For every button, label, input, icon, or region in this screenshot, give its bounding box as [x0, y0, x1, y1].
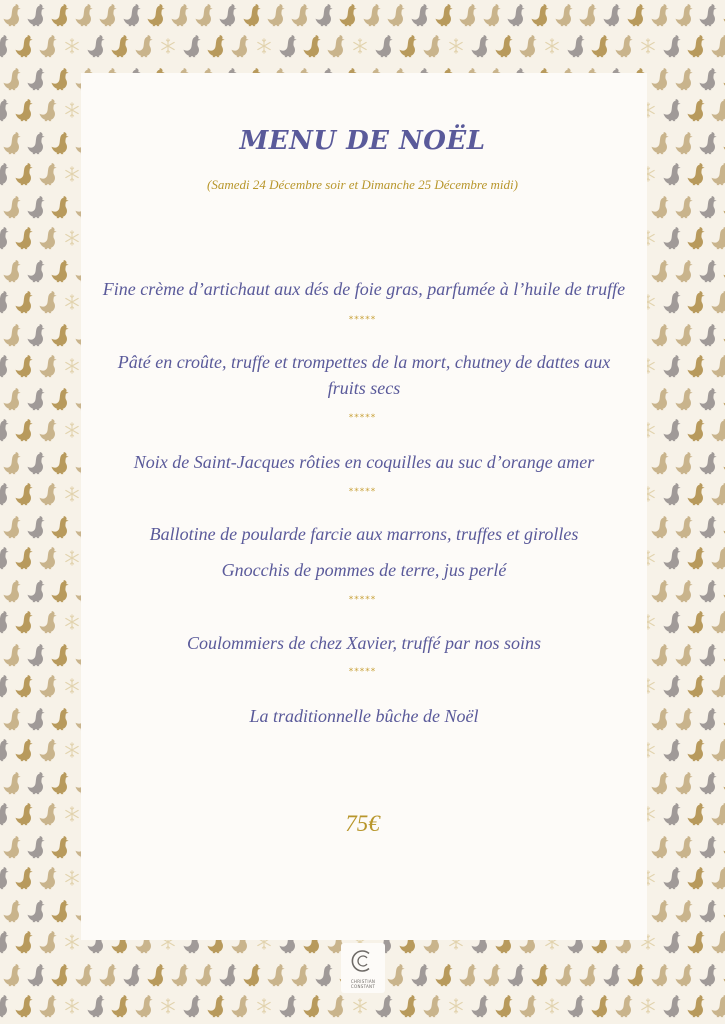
dish-main-side: Gnocchis de pommes de terre, jus perlé	[221, 560, 507, 580]
separator: *****	[348, 413, 377, 423]
dish-dessert: La traditionnelle bûche de Noël	[249, 706, 479, 726]
separator: *****	[348, 487, 377, 497]
menu-title: MENU DE NOËL	[239, 126, 486, 156]
separator: *****	[348, 595, 377, 605]
dish-starter-2-line-1: Pâté en croûte, truffe et trompettes de la mort, chutney de dattes aux	[117, 352, 611, 372]
dish-fish: Noix de Saint-Jacques rôties en coquilles au suc d’orange amer	[133, 452, 595, 472]
cc-monogram-icon	[348, 946, 378, 976]
separator: *****	[348, 667, 377, 677]
menu-panel	[81, 73, 647, 940]
separator: *****	[348, 315, 377, 325]
menu-subtitle: (Samedi 24 Décembre soir et Dimanche 25 Décembre midi)	[207, 177, 518, 192]
logo-text-line-1: CHRISTIAN	[350, 979, 376, 984]
dish-starter-2-line-2: fruits secs	[327, 378, 401, 398]
logo-text-line-2: CONSTANT	[350, 984, 376, 989]
dish-main: Ballotine de poularde farcie aux marrons, truffes et girolles	[149, 524, 579, 544]
menu-price: 75€	[345, 811, 380, 836]
dish-cheese: Coulommiers de chez Xavier, truffé par nos soins	[187, 633, 541, 653]
christian-constant-logo	[341, 943, 385, 993]
dish-starter-1: Fine crème d’artichaut aux dés de foie gras, parfumée à l’huile de truffe	[102, 279, 626, 299]
